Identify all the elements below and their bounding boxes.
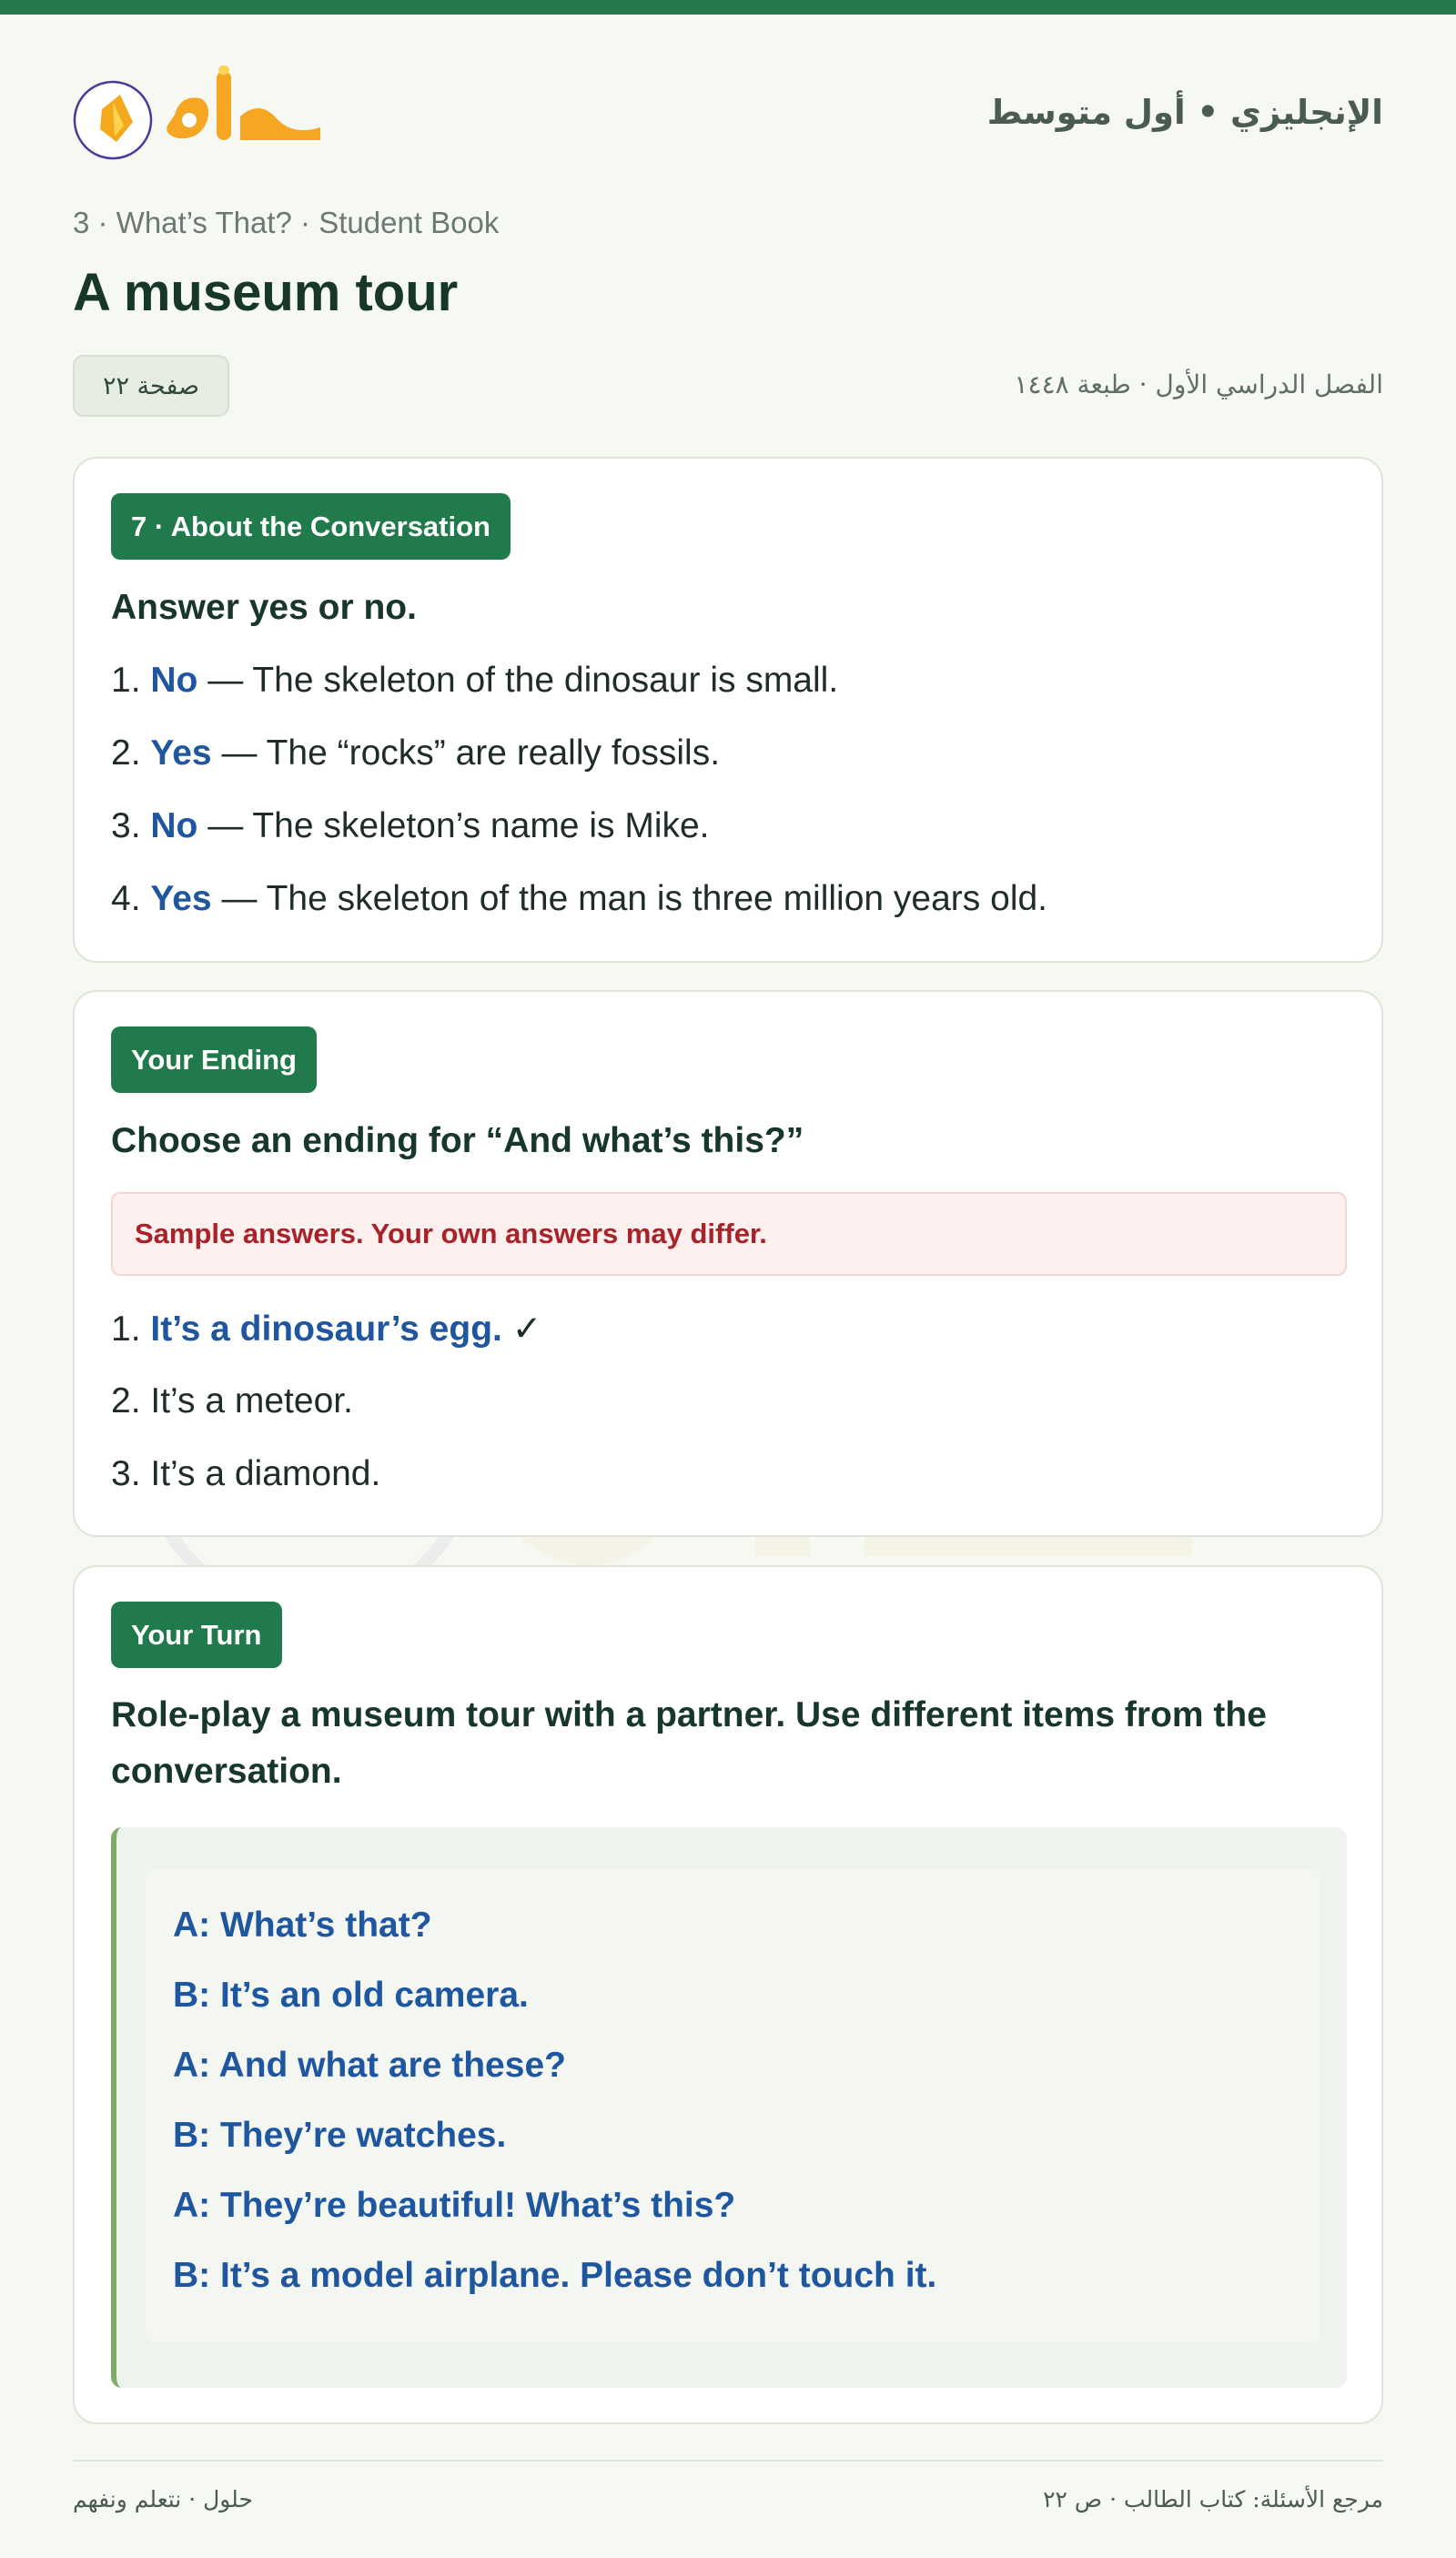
brand-logo[interactable]: [73, 62, 328, 162]
section-instruction: Role-play a museum tour with a partner. Use different items from the conversation.: [111, 1695, 1267, 1791]
sample-answers-note: Sample answers. Your own answers may differ.: [111, 1192, 1347, 1276]
dialog-panel: [146, 1869, 1320, 2342]
item-number: 2.: [111, 1381, 141, 1421]
dialog-line: A: What’s that?: [173, 1906, 432, 1945]
list-item: [111, 661, 838, 701]
answer-text: Yes: [150, 733, 212, 773]
list-item: [111, 806, 710, 846]
top-accent-bar: [0, 0, 1456, 15]
dialog-line: A: They’re beautiful! What’s this?: [173, 2186, 736, 2225]
your-ending-card: [73, 990, 1383, 1537]
footer-divider: [73, 2460, 1383, 2462]
item-number: 3.: [111, 806, 141, 845]
list-item: [111, 1454, 380, 1494]
item-text: — The “rocks” are really fossils.: [211, 733, 721, 773]
semester-edition-label: الفصل الدراسي الأول · طبعة ١٤٤٨: [1014, 369, 1383, 399]
item-text: — The skeleton of the man is three million years old.: [211, 879, 1048, 918]
item-text: — The skeleton of the dinosaur is small.: [197, 661, 839, 700]
item-text: — The skeleton’s name is Mike.: [197, 806, 710, 845]
dialog-box: [111, 1827, 1347, 2388]
your-turn-card: [73, 1565, 1383, 2424]
item-number: 4.: [111, 879, 141, 918]
answer-text: No: [150, 806, 198, 845]
section-instruction: Answer yes or no.: [111, 588, 417, 627]
section-instruction: Choose an ending for “And what’s this?”: [111, 1121, 804, 1160]
item-text: It’s a meteor.: [150, 1381, 353, 1421]
footer-tagline: حلول · نتعلم ونفهم: [73, 2486, 253, 2513]
section-badge: Your Turn: [111, 1602, 282, 1668]
item-number: 1.: [111, 661, 141, 700]
breadcrumb: 3 · What’s That? · Student Book: [73, 206, 500, 239]
about-conversation-card: [73, 457, 1383, 963]
list-item: [111, 1309, 541, 1350]
check-icon: ✓: [511, 1309, 542, 1349]
subject-grade-label: الإنجليزي • أول متوسط: [986, 93, 1383, 132]
answer-text: It’s a dinosaur’s egg.: [150, 1309, 502, 1349]
dialog-line: B: It’s an old camera.: [173, 1976, 529, 2015]
footer-reference: مرجع الأسئلة: كتاب الطالب · ص ٢٢: [1043, 2486, 1383, 2513]
list-item: [111, 879, 1047, 919]
page-header: [73, 62, 1383, 162]
list-item: [111, 733, 720, 773]
dialog-line: B: It’s a model airplane. Please don’t touch it.: [173, 2256, 937, 2295]
page-number-badge: صفحة ٢٢: [73, 355, 229, 417]
page-title: A museum tour: [73, 263, 459, 322]
answer-text: No: [150, 661, 198, 700]
item-number: 3.: [111, 1454, 141, 1493]
section-badge: 7 · About the Conversation: [111, 493, 511, 560]
list-item: [111, 1381, 353, 1421]
item-text: It’s a diamond.: [150, 1454, 381, 1493]
dialog-line: B: They’re watches.: [173, 2116, 507, 2155]
item-number: 2.: [111, 733, 141, 773]
item-number: 1.: [111, 1309, 141, 1349]
section-badge: Your Ending: [111, 1026, 317, 1093]
dialog-line: A: And what are these?: [173, 2046, 566, 2085]
answer-text: Yes: [150, 879, 212, 918]
